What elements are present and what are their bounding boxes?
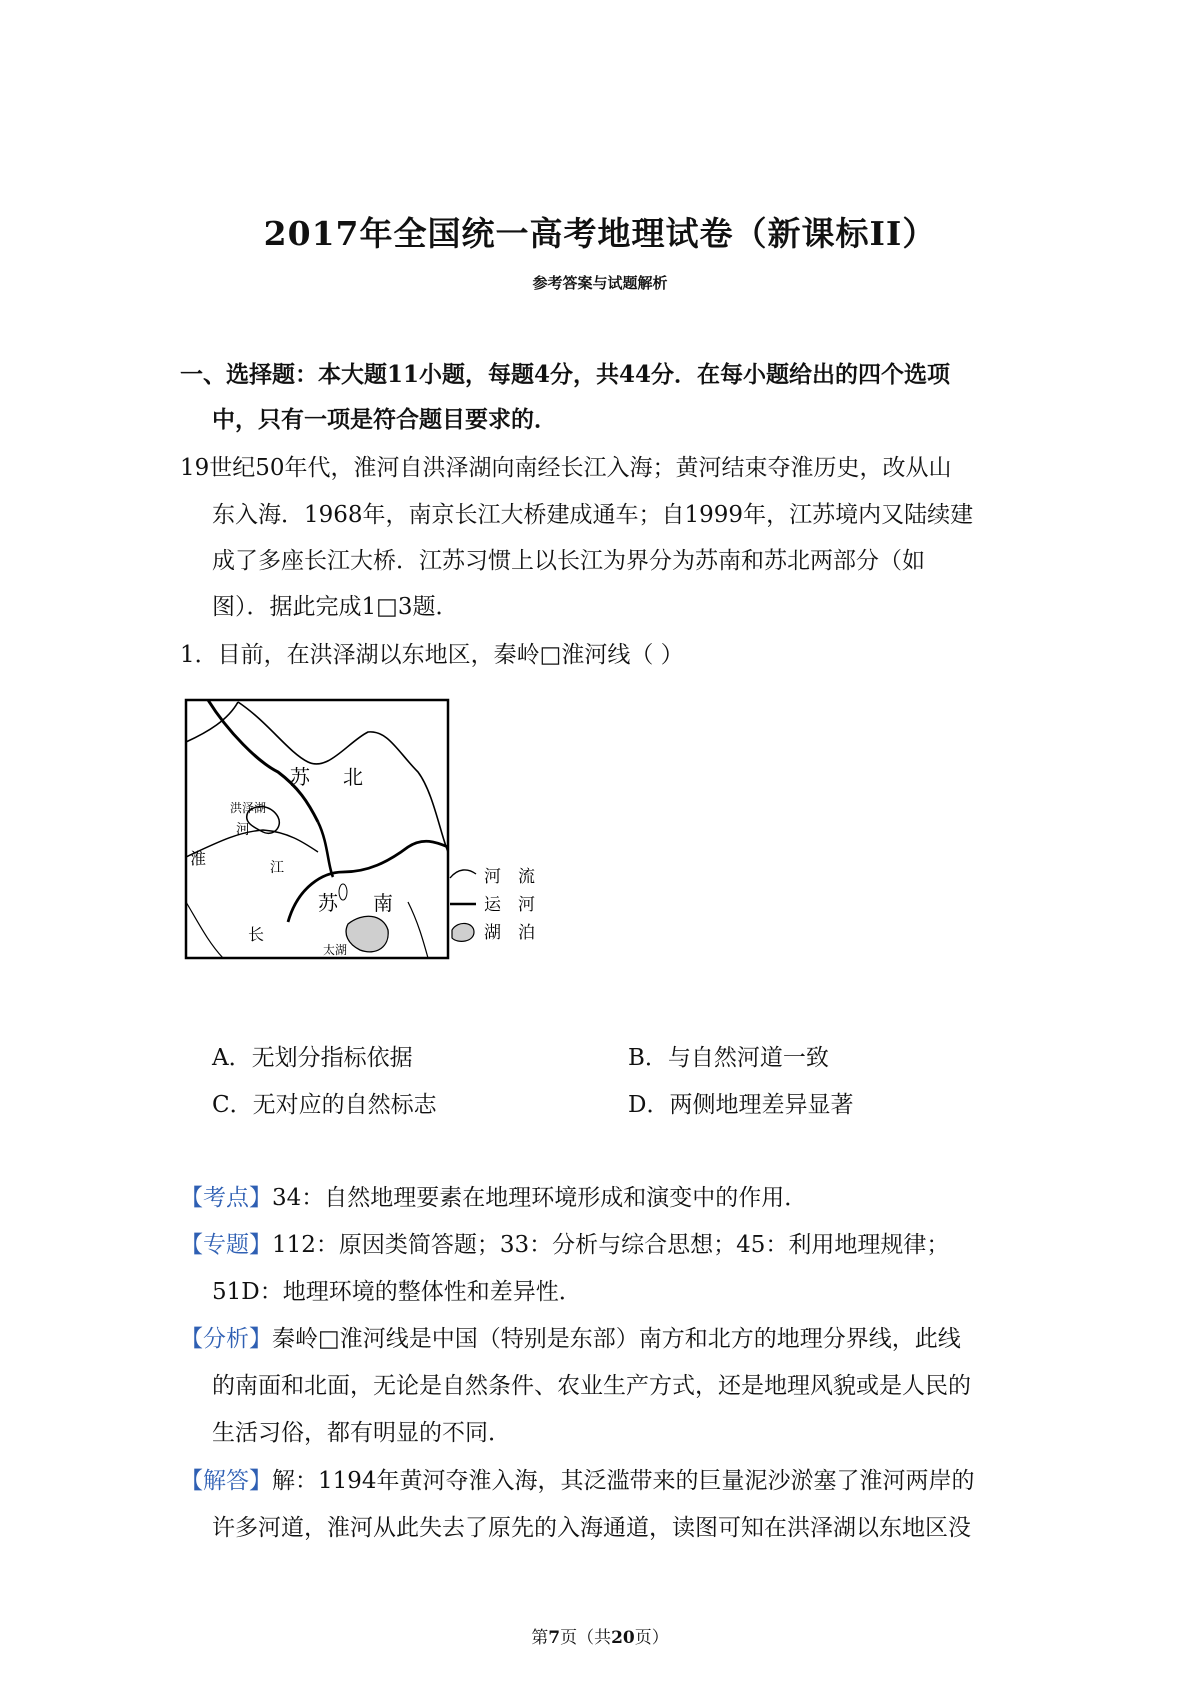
fenxi-tag: 【分析】 <box>180 1326 272 1352</box>
map-label-sunan-1: 苏 <box>318 891 338 915</box>
option-a: A．无划分指标依据 <box>212 1045 413 1071</box>
yangtze-river <box>288 841 448 922</box>
option-b: B．与自然河道一致 <box>628 1045 829 1071</box>
map-label-taihu: 太湖 <box>323 943 348 957</box>
page-title: 2017年全国统一高考地理试卷（新课标II） <box>263 214 937 253</box>
footer-mid: 页（共 <box>560 1628 612 1648</box>
jiangsu-map <box>178 692 590 1022</box>
small-lake <box>339 884 347 900</box>
fenxi-text1: 秦岭□淮河线是中国（特别是东部）南方和北方的地理分界线，此线 <box>272 1326 961 1352</box>
footer-prefix: 第 <box>531 1628 549 1648</box>
map-frame <box>186 700 448 958</box>
fenxi-row <box>180 1324 961 1354</box>
zhuanti-row <box>180 1230 949 1260</box>
zhuanti-tag: 【专题】 <box>180 1232 272 1258</box>
fenxi-text2: 的南面和北面，无论是自然条件、农业生产方式，还是地理风貌或是人民的 <box>212 1373 971 1399</box>
zhuanti-text1: 112：原因类简答题；33：分析与综合思想；45：利用地理规律； <box>272 1232 950 1258</box>
kaodian-row <box>180 1183 807 1213</box>
legend-river-icon <box>450 870 476 878</box>
stem-line4: 图）．据此完成1□3题． <box>212 594 459 620</box>
map-label-sunan-2: 南 <box>373 891 393 915</box>
question-text: 1．目前，在洪泽湖以东地区，秦岭□淮河线（ ） <box>180 642 684 668</box>
legend-lake-label: 湖 泊 <box>484 923 535 943</box>
map-label-chang: 长 <box>248 925 265 944</box>
jieda-row <box>180 1466 975 1496</box>
jieda-text2: 许多河道，淮河从此失去了原先的入海通道，读图可知在洪泽湖以东地区没 <box>212 1515 971 1541</box>
fenxi-text3: 生活习俗，都有明显的不同． <box>212 1420 511 1446</box>
legend-river-label: 河 流 <box>484 867 535 887</box>
footer-page-number: 7 <box>548 1628 561 1648</box>
map-label-huai: 淮 <box>190 849 207 868</box>
footer-suffix: 页） <box>634 1628 669 1648</box>
stem-line3: 成了多座长江大桥．江苏习惯上以长江为界分为苏南和苏北两部分（如 <box>212 548 925 574</box>
canal-middle <box>318 822 333 877</box>
legend-canal-label: 运 河 <box>484 895 535 915</box>
map-label-subei-1: 苏 <box>290 765 310 789</box>
kaodian-tag: 【考点】 <box>180 1185 272 1211</box>
stem-line1: 19世纪50年代，淮河自洪泽湖向南经长江入海；黄河结束夺淮历史，改从山 <box>180 455 952 481</box>
kaodian-text: 34：自然地理要素在地理环境形成和演变中的作用． <box>272 1185 808 1211</box>
option-d: D．两侧地理差异显著 <box>628 1092 854 1118</box>
section-heading-line2: 中，只有一项是符合题目要求的． <box>212 406 557 433</box>
stem-line2: 东入海．1968年，南京长江大桥建成通车；自1999年，江苏境内又陆续建 <box>212 502 974 528</box>
jieda-tag: 【解答】 <box>180 1468 272 1494</box>
map-label-he: 河 <box>236 822 250 838</box>
footer-total-pages: 20 <box>611 1628 635 1648</box>
legend-lake-icon <box>452 923 474 941</box>
map-svg <box>178 692 590 1022</box>
map-label-jiang: 江 <box>270 860 284 876</box>
taihu-lake <box>346 916 388 952</box>
jieda-text1: 解：1194年黄河夺淮入海，其泛滥带来的巨量泥沙淤塞了淮河两岸的 <box>272 1468 975 1494</box>
page-subtitle: 参考答案与试题解析 <box>532 274 668 292</box>
map-label-subei-2: 北 <box>343 765 363 789</box>
zhuanti-text2: 51D：地理环境的整体性和差异性． <box>212 1279 582 1305</box>
section-heading-line1: 一、选择题：本大题11小题，每题4分，共44分．在每小题给出的四个选项 <box>180 361 951 388</box>
page-footer <box>0 1623 1200 1648</box>
option-c: C．无对应的自然标志 <box>212 1092 437 1118</box>
map-label-hongze: 洪泽湖 <box>230 801 267 815</box>
